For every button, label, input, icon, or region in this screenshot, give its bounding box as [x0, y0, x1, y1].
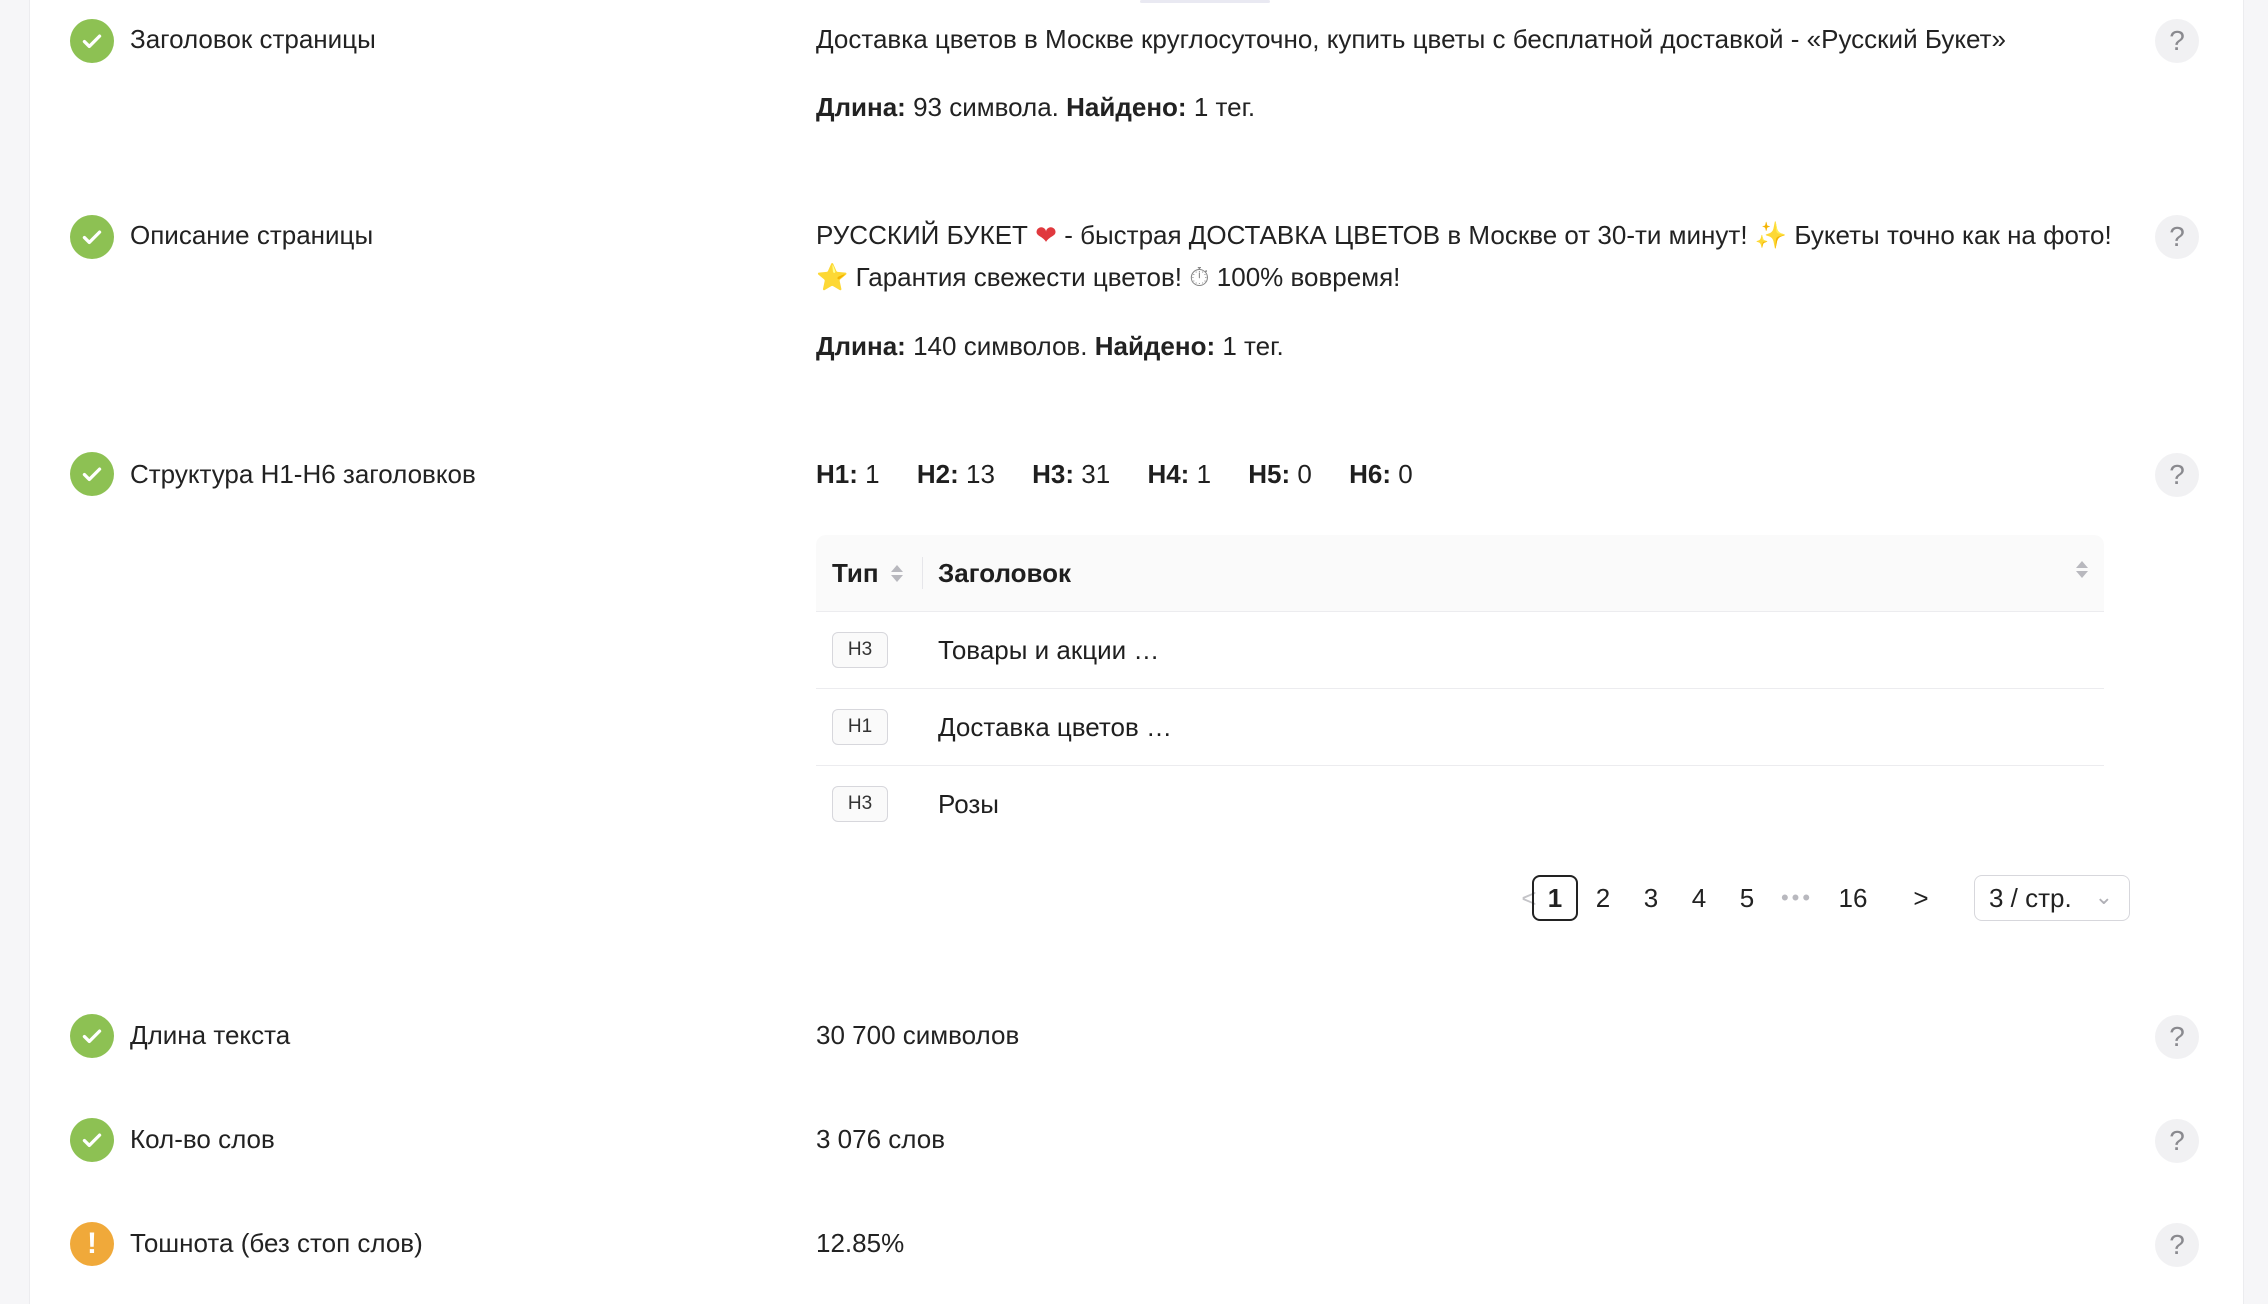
pagination-page-4[interactable]: 4 [1691, 882, 1707, 913]
table-row [816, 689, 2104, 766]
check-icon [70, 215, 114, 259]
column-type-header[interactable]: Тип [832, 535, 903, 611]
heading-count-h3: H3: 31 [1032, 459, 1111, 489]
heading-count-h1: H1: 1 [816, 459, 880, 489]
heading-text: Доставка цветов … [938, 711, 1172, 742]
heading-count-h2: H2: 13 [916, 459, 995, 489]
column-heading-header[interactable]: Заголовок [938, 557, 1072, 588]
headings-structure-label: Структура H1-H6 заголовков [130, 459, 476, 489]
heading-count-h6: H6: 0 [1349, 459, 1413, 489]
pagination-ellipsis[interactable]: ••• [1780, 885, 1814, 910]
table-row [816, 766, 2104, 842]
check-icon [70, 452, 114, 496]
heading-tag-badge: H1 [832, 709, 888, 745]
page-title-label: Заголовок страницы [130, 24, 376, 54]
headings-table [816, 535, 2104, 842]
sort-icon[interactable] [2076, 561, 2088, 578]
warning-icon: ! [70, 1222, 114, 1266]
page-size-select[interactable]: 3 / стр. ⌄ [1974, 875, 2130, 921]
table-header [816, 535, 2104, 612]
sort-icon[interactable] [891, 565, 903, 582]
star-icon: ⭐ [816, 262, 849, 292]
pagination-page-3[interactable]: 3 [1643, 882, 1659, 913]
page-title-value: Доставка цветов в Москве круглосуточно, купить цветы с бесплатной доставкой - «Русский Букет» [816, 24, 2006, 54]
help-icon[interactable]: ? [2155, 1015, 2199, 1059]
check-icon [70, 1118, 114, 1162]
scroll-indicator [1140, 0, 1270, 3]
help-icon[interactable]: ? [2155, 1119, 2199, 1163]
pagination-page-1[interactable]: 1 [1532, 875, 1578, 921]
help-icon[interactable]: ? [2155, 453, 2199, 497]
column-divider [922, 557, 923, 589]
pagination-prev-button[interactable]: < [1521, 882, 1537, 913]
nausea-value: 12.85% [816, 1228, 905, 1258]
page-description-label: Описание страницы [130, 220, 374, 250]
heading-count-h4: H4: 1 [1147, 459, 1212, 489]
check-icon [70, 19, 114, 63]
chevron-down-icon: ⌄ [2094, 884, 2113, 909]
table-row [816, 612, 2104, 689]
nausea-label: Тошнота (без стоп слов) [130, 1228, 423, 1258]
pagination-page-2[interactable]: 2 [1595, 882, 1611, 913]
text-length-value: 30 700 символов [816, 1020, 1020, 1050]
sparkles-icon: ✨ [1754, 220, 1788, 250]
help-icon[interactable]: ? [2155, 215, 2199, 259]
seo-analysis-card [29, 0, 2244, 1304]
page-description-meta: Длина: 140 символов. Найдено: 1 тег. [816, 331, 1284, 361]
heading-counts [816, 459, 1443, 490]
heading-tag-badge: H3 [832, 786, 888, 822]
help-icon[interactable]: ? [2155, 1223, 2199, 1267]
heading-count-h5: H5: 0 [1248, 459, 1312, 489]
heading-tag-badge: H3 [832, 632, 888, 668]
text-length-label: Длина текста [130, 1020, 291, 1050]
stopwatch-icon: ⏱ [1189, 262, 1210, 292]
pagination-page-5[interactable]: 5 [1739, 882, 1755, 913]
pagination-next-button[interactable]: > [1913, 882, 1929, 913]
pagination-page-last[interactable]: 16 [1838, 882, 1868, 913]
heading-text: Товары и акции … [938, 634, 1160, 665]
page-description-value: РУССКИЙ БУКЕТ ❤ - быстрая ДОСТАВКА ЦВЕТОВ в Москве от 30-ти минут! ✨ Букеты точно как на фото! ⭐ Гарантия свежести цветов! ⏱ 100% вовремя! [816, 220, 2112, 292]
heart-icon: ❤ [1035, 220, 1057, 250]
page-title-meta: Длина: 93 символа. Найдено: 1 тег. [816, 92, 1256, 122]
word-count-value: 3 076 слов [816, 1124, 946, 1154]
check-icon [70, 1014, 114, 1058]
help-icon[interactable]: ? [2155, 19, 2199, 63]
heading-text: Розы [938, 788, 999, 819]
word-count-label: Кол-во слов [130, 1124, 275, 1154]
